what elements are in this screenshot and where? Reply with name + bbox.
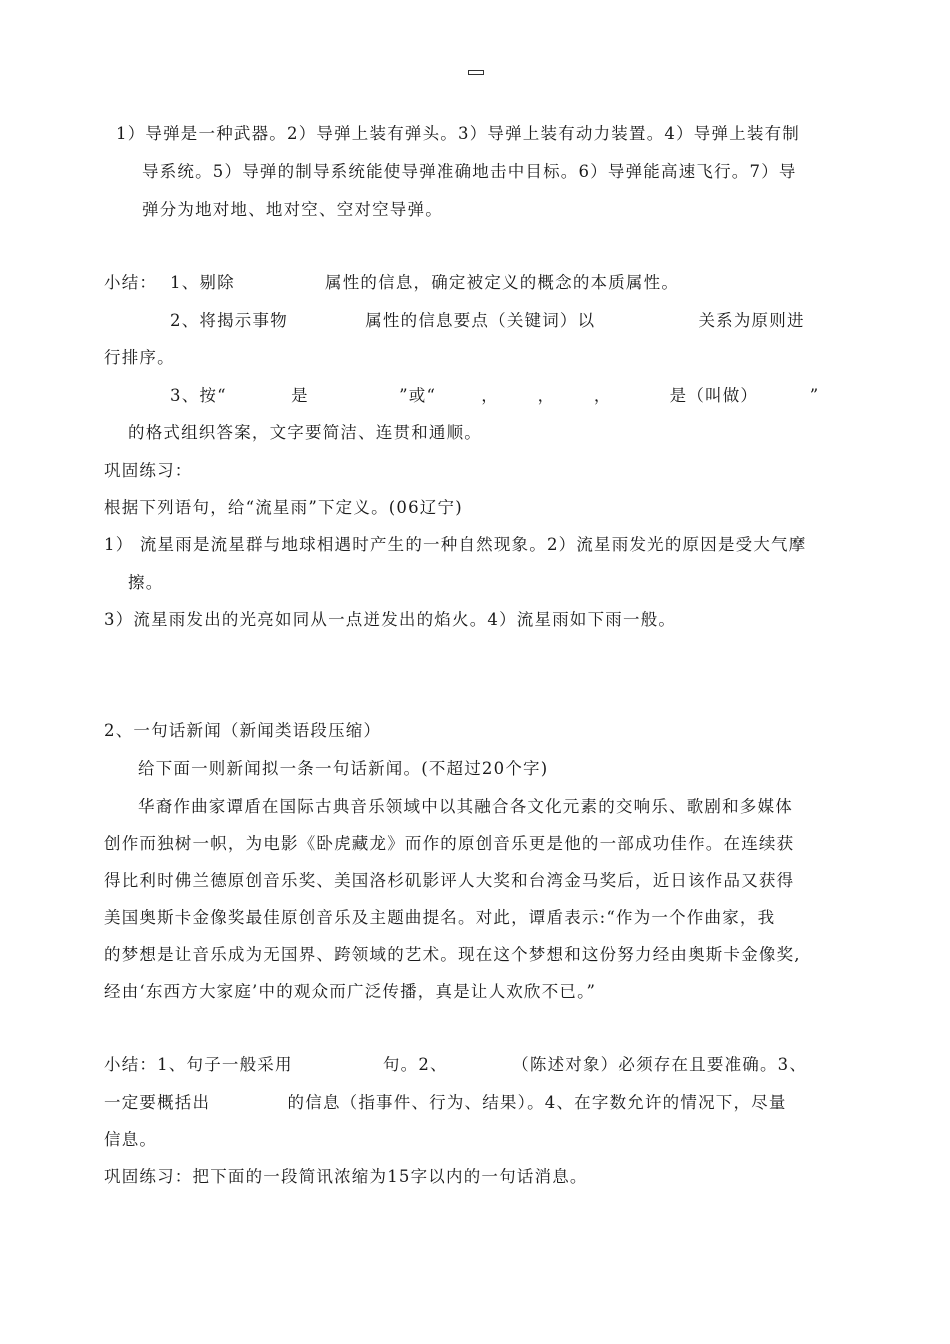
- summary-line: 小结： 1、剔除 属性的信息，确定被定义的概念的本质属性。: [104, 273, 680, 292]
- section-instruction: 给下面一则新闻拟一条一句话新闻。(不超过20个字): [138, 759, 549, 778]
- section-heading: 2、一句话新闻（新闻类语段压缩）: [104, 721, 382, 740]
- page-header-mark: [468, 70, 484, 75]
- summary-line: 一定要概括出 的信息（指事件、行为、结果）。4、在字数允许的情况下，尽量: [104, 1093, 787, 1112]
- news-paragraph-line: 创作而独树一帜，为电影《卧虎藏龙》而作的原创音乐更是他的一部成功佳作。在连续获: [104, 834, 795, 853]
- summary-line: 的格式组织答案，文字要简洁、连贯和通顺。: [128, 423, 482, 442]
- summary-line: 2、将揭示事物 属性的信息要点（关键词）以 关系为原则进: [170, 311, 805, 330]
- news-paragraph-line: 经由‘东西方大家庭’中的观众而广泛传播，真是让人欢欣不已。”: [104, 982, 597, 1001]
- news-paragraph-line: 得比利时佛兰德原创音乐奖、美国洛杉矶影评人大奖和台湾金马奖后，近日该作品又获得: [104, 871, 795, 890]
- exercise-line: 1） 流星雨是流星群与地球相遇时产生的一种自然现象。2）流星雨发光的原因是受大气摩: [104, 535, 807, 554]
- summary-line: 信息。: [104, 1130, 158, 1149]
- exercise-prompt: 巩固练习：把下面的一段简讯浓缩为15字以内的一句话消息。: [104, 1167, 588, 1186]
- exercise-prompt: 根据下列语句，给“流星雨”下定义。(06辽宁): [104, 498, 463, 517]
- news-paragraph-line: 美国奥斯卡金像奖最佳原创音乐及主题曲提名。对此，谭盾表示:“作为一个作曲家，我: [104, 908, 776, 927]
- text-line: 导系统。5）导弹的制导系统能使导弹准确地击中目标。6）导弹能高速飞行。7）导: [142, 162, 797, 181]
- text-line: 弹分为地对地、地对空、空对空导弹。: [142, 200, 443, 219]
- exercise-line: 3）流星雨发出的光亮如同从一点迸发出的焰火。4）流星雨如下雨一般。: [104, 610, 677, 629]
- exercise-line: 擦。: [128, 573, 164, 592]
- news-paragraph-line: 的梦想是让音乐成为无国界、跨领域的艺术。现在这个梦想和这份努力经由奥斯卡金像奖,: [104, 945, 801, 964]
- text-line: 1）导弹是一种武器。2）导弹上装有弹头。3）导弹上装有动力装置。4）导弹上装有制: [116, 124, 800, 143]
- summary-line: 小结：1、句子一般采用 句。2、 （陈述对象）必须存在且要准确。3、: [104, 1055, 808, 1074]
- news-paragraph-line: 华裔作曲家谭盾在国际古典音乐领域中以其融合各文化元素的交响乐、歌剧和多媒体: [138, 797, 793, 816]
- summary-line: 3、按“ 是 ”或“ ， ， ， 是（叫做） ”: [170, 386, 820, 405]
- summary-line: 行排序。: [104, 348, 175, 367]
- exercise-heading: 巩固练习：: [104, 461, 193, 480]
